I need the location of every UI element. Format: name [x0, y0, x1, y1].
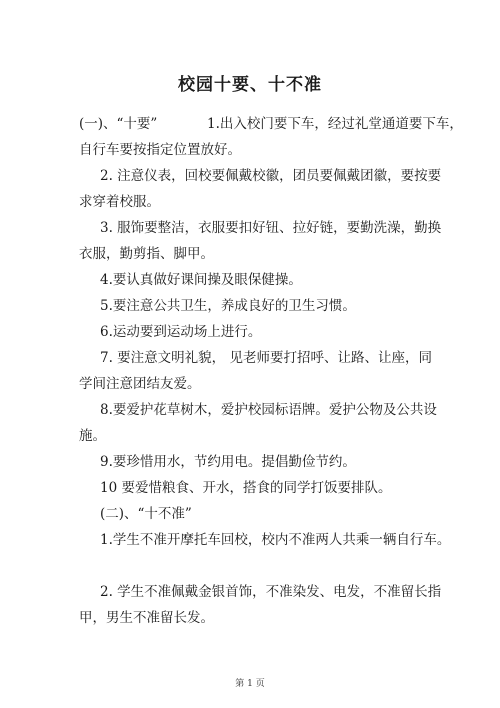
prohibition-2-line-2: 甲，男生不准留长发。	[79, 610, 214, 626]
rule-3-line-2: 衣服，勤剪指、脚甲。	[79, 246, 214, 262]
rule-8-line-1: 8.要爱护花草树木，爱护校园标语牌。爱护公物及公共设	[100, 402, 437, 418]
rule-6: 6.运动要到运动场上进行。	[100, 324, 262, 340]
rule-5: 5.要注意公共卫生，养成良好的卫生习惯。	[100, 298, 356, 314]
rule-4: 4.要认真做好课间操及眼保健操。	[100, 272, 302, 288]
rule-1-line-1: 1.出入校门要下车，经过礼堂通道要下车，	[207, 116, 463, 132]
prohibition-1: 1.学生不准开摩托车回校，校内不准两人共乘一辆自行车。	[100, 532, 451, 548]
rule-2-line-1: 2. 注意仪表，回校要佩戴校徽，团员要佩戴团徽，要按要	[100, 168, 442, 184]
rule-1-line-2: 自行车要按指定位置放好。	[79, 142, 241, 158]
section1-header: (一)、“十要”	[79, 116, 158, 132]
rule-2-line-2: 求穿着校服。	[79, 194, 160, 210]
rule-8-line-2: 施。	[79, 428, 106, 444]
rule-9: 9.要珍惜用水，节约用电。提倡勤俭节约。	[100, 454, 356, 470]
rule-10: 10 要爱惜粮食、开水，搭食的同学打饭要排队。	[100, 480, 392, 496]
rule-7-line-1: 7. 要注意文明礼貌， 见老师要打招呼、让路、让座，同	[100, 350, 432, 366]
rule-3-line-1: 3. 服饰要整洁，衣服要扣好钮、拉好链，要勤洗澡，勤换	[100, 220, 442, 236]
page-number: 第 1 页	[235, 679, 265, 689]
document-title: 校园十要、十不准	[178, 75, 322, 95]
rule-7-line-2: 学间注意团结友爱。	[79, 376, 201, 392]
section2-header: (二)、“十不准”	[100, 506, 192, 522]
prohibition-2-line-1: 2. 学生不准佩戴金银首饰，不准染发、电发，不准留长指	[100, 584, 442, 600]
